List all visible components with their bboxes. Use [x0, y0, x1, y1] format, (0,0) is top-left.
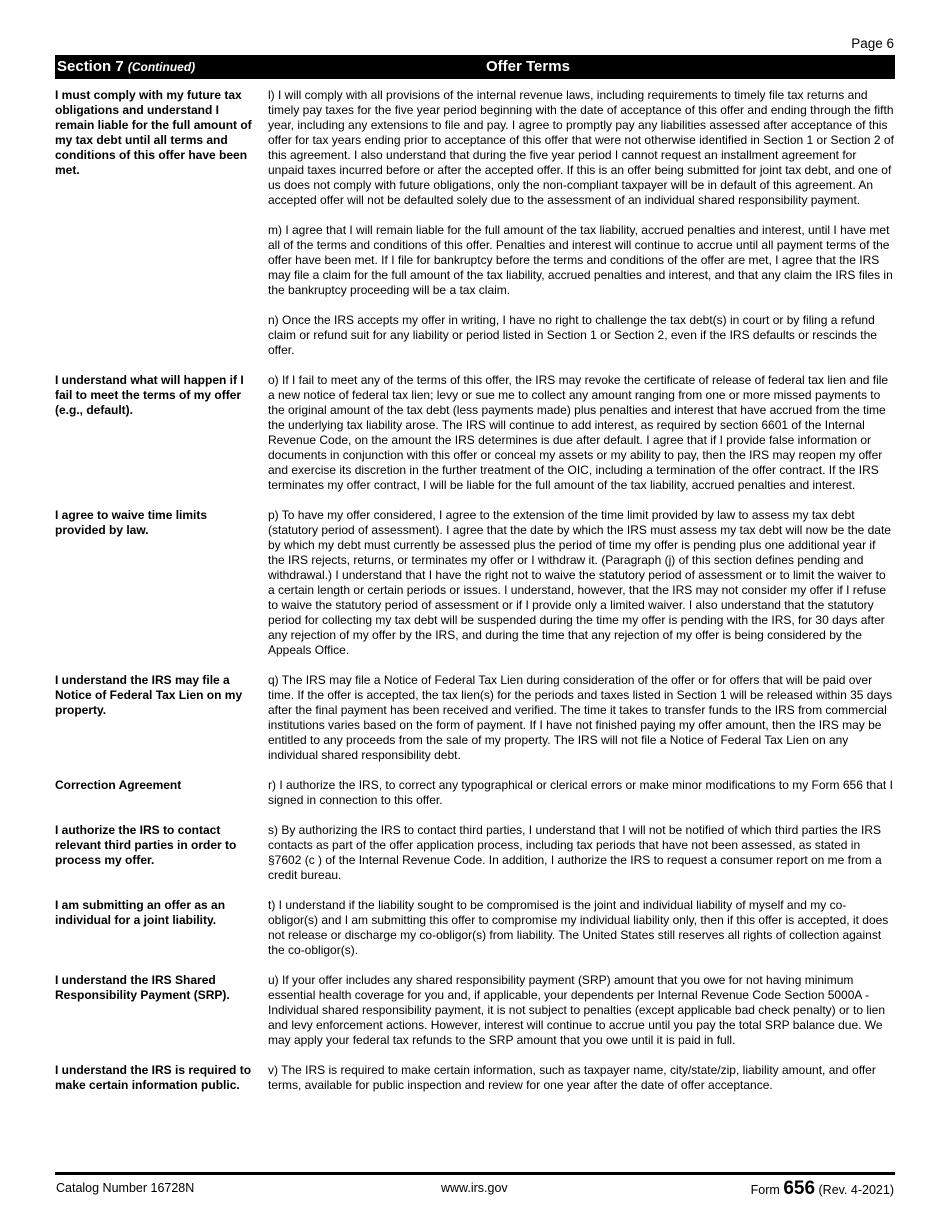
- catalog-number: Catalog Number 16728N: [56, 1181, 195, 1195]
- term-body: [268, 373, 895, 508]
- term-body: [268, 898, 895, 973]
- section-label: [57, 58, 195, 75]
- term-paragraph: q) The IRS may file a Notice of Federal Tax Lien during consideration of the offer or for offers that will be paid over time. If the offer is accepted, the tax lien(s) for the periods and taxes listed in Section 1 will be released within 35 days after the final payment has been received and verified. The time it takes to transfer funds to the IRS from commercial institutions varies based on the form of payment. If I have not finished paying my offer amount, then the IRS may be entitled to any proceeds from the sale of my property. The IRS will not file a Notice of Federal Tax Lien on any individual shared responsibility debt.: [268, 673, 893, 762]
- term-row: [55, 508, 895, 673]
- form-revision: (Rev. 4-2021): [818, 1183, 894, 1197]
- term-paragraph: s) By authorizing the IRS to contact third parties, I understand that I will not be notified of which third parties the IRS contacts as part of the offer application process, including tax periods that have not been assessed, as stated in §7602 (c ) of the Internal Revenue Code. In addition, I authorize the IRS to request a consumer report on me from a credit bureau.: [268, 823, 882, 882]
- term-body: [268, 778, 895, 823]
- page-footer: [55, 1178, 895, 1198]
- term-heading: Correction Agreement: [55, 778, 182, 792]
- term-body: [268, 88, 895, 373]
- term-heading: I understand the IRS is required to make certain information public.: [55, 1063, 252, 1092]
- term-heading: I authorize the IRS to contact relevant third parties in order to process my offer.: [55, 823, 237, 867]
- term-body: [268, 508, 895, 673]
- term-heading: I am submitting an offer as an individual for a joint liability.: [55, 898, 226, 927]
- section-header-bar: [55, 55, 895, 79]
- term-heading: I understand what will happen if I fail to meet the terms of my offer (e.g., default).: [55, 373, 244, 417]
- term-row: [55, 88, 895, 373]
- term-paragraph: t) I understand if the liability sought to be compromised is the joint and individual liability of myself and my co-obligor(s) and I am submitting this offer to compromise my individual liability only, then if this offer is accepted, it does not release or discharge my co-obligor(s) from liability. The United States still reserves all rights of collection against the co-obligor(s).: [268, 898, 889, 957]
- term-paragraph: p) To have my offer considered, I agree to the extension of the time limit provided by law to assess my tax debt (statutory period of assessment). I agree that the date by which the IRS must assess my tax debt will now be the date by which my debt must currently be assessed plus the period of time my offer is pending plus one additional year if the IRS rejects, returns, or terminates my offer or I withdraw it. (Paragraph (j) of this section defines pending and withdrawal.) I understand that I have the right not to waive the statutory period of assessment or to limit the waiver to a certain length or certain periods or issues. I understand, however, that the IRS may not consider my offer if I refuse to waive the statutory period of assessment or if I provide only a limited waiver. I also understand that the statutory period for collecting my tax debt will be suspended during the time my offer is pending with the IRS, for 30 days after any rejection of my offer by the IRS, and during the time that any rejection of my offer is being considered by the Appeals Office.: [268, 508, 891, 657]
- term-body: [268, 823, 895, 898]
- term-paragraph: l) I will comply with all provisions of the internal revenue laws, including requirements to timely file tax returns and timely pay taxes for the five year period beginning with the date of acceptance of this offer and ending through the fifth year, including any extensions to file and pay. I agree to promptly pay any liabilities assessed after acceptance of this offer for tax years ending prior to acceptance of this offer that were not otherwise identified in Section 1 or Section 2 of this agreement. I also understand that during the five year period I cannot request an installment agreement for unpaid taxes incurred before or after the accepted offer. If this is an offer being submitted for joint tax debt, and one of us does not comply with future obligations, only the non-compliant taxpayer will be in default of this agreement. An accepted offer will not be defaulted solely due to the assessment of an individual shared responsibility payment.: [268, 88, 894, 207]
- term-row: [55, 673, 895, 778]
- term-heading: I agree to waive time limits provided by law.: [55, 508, 208, 537]
- term-row: [55, 1063, 895, 1108]
- section-continued: (Continued): [127, 60, 196, 74]
- term-paragraph: u) If your offer includes any shared responsibility payment (SRP) amount that you owe for not having minimum essential health coverage for you and, if applicable, your dependents per Internal Revenue Code Section 5000A - Individual shared responsibility payment, it is not subject to penalties (except applicable bad check penalty) or to lien and levy enforcement actions. However, interest will continue to accrue until you pay the total SRP balance due. We may apply your federal tax refunds to the SRP amount that you owe until it is paid in full.: [268, 973, 886, 1047]
- form-number: 656: [783, 1178, 816, 1199]
- term-paragraph: r) I authorize the IRS, to correct any typographical or clerical errors or make minor modifications to my Form 656 that I signed in connection to this offer.: [268, 778, 893, 807]
- term-paragraph: m) I agree that I will remain liable for the full amount of the tax liability, accrued penalties and interest, until I have met all of the terms and conditions of this offer. Penalties and interest will continue to accrue until all payment terms of the offer have been met. If I file for bankruptcy before the terms and conditions of the offer are met, I agree that the IRS may file a claim for the full amount of the tax liability, accrued penalties and interest, and that any claim the IRS files in the bankruptcy proceeding will be a tax claim.: [268, 223, 893, 297]
- term-heading: I understand the IRS may file a Notice of Federal Tax Lien on my property.: [55, 673, 243, 717]
- term-row: [55, 973, 895, 1063]
- section-number: Section 7: [57, 58, 124, 75]
- term-body: [268, 673, 895, 778]
- term-paragraph: v) The IRS is required to make certain information, such as taxpayer name, city/state/zip, liability amount, and offer terms, available for public inspection and review for one year after the date of offer acceptance.: [268, 1063, 876, 1092]
- offer-terms-content: [55, 88, 895, 1108]
- term-row: [55, 898, 895, 973]
- footer-divider: [55, 1172, 895, 1175]
- page-number: Page 6: [851, 36, 894, 51]
- term-body: [268, 973, 895, 1063]
- section-title: Offer Terms: [486, 58, 570, 75]
- form-prefix: Form: [750, 1183, 780, 1197]
- term-row: [55, 373, 895, 508]
- form-identifier: [751, 1178, 894, 1200]
- term-row: [55, 778, 895, 823]
- term-heading: I must comply with my future tax obligations and understand I remain liable for the full amount of my tax debt until all terms and conditions of this offer have been met.: [55, 88, 252, 177]
- term-paragraph: n) Once the IRS accepts my offer in writing, I have no right to challenge the tax debt(s) in court or by filing a refund claim or refund suit for any liability or period listed in Section 1 or Section 2, even if the IRS defaults or rescinds the offer.: [268, 313, 877, 357]
- term-body: [268, 1063, 895, 1108]
- term-heading: I understand the IRS Shared Responsibility Payment (SRP).: [55, 973, 230, 1002]
- term-paragraph: o) If I fail to meet any of the terms of this offer, the IRS may revoke the certificate of release of federal tax lien and file a new notice of federal tax lien; levy or sue me to collect any amount ranging from one or more missed payments to the original amount of the tax debt (less payments made) plus penalties and interest that have accrued from the time the underlying tax liability arose. The IRS will continue to add interest, as required by section 6601 of the Internal Revenue Code, on the amount the IRS determines is due after default. I agree that if I provide false information or documents in conjunction with this offer or conceal my assets or my ability to pay, then the IRS may reopen my offer and exercise its discretion in the further treatment of the OIC, including a termination of the offer contract. If the IRS terminates my offer contract, I will be liable for the full amount of the tax liability, accrued penalties and interest.: [268, 373, 889, 492]
- term-row: [55, 823, 895, 898]
- irs-website: www.irs.gov: [441, 1181, 508, 1195]
